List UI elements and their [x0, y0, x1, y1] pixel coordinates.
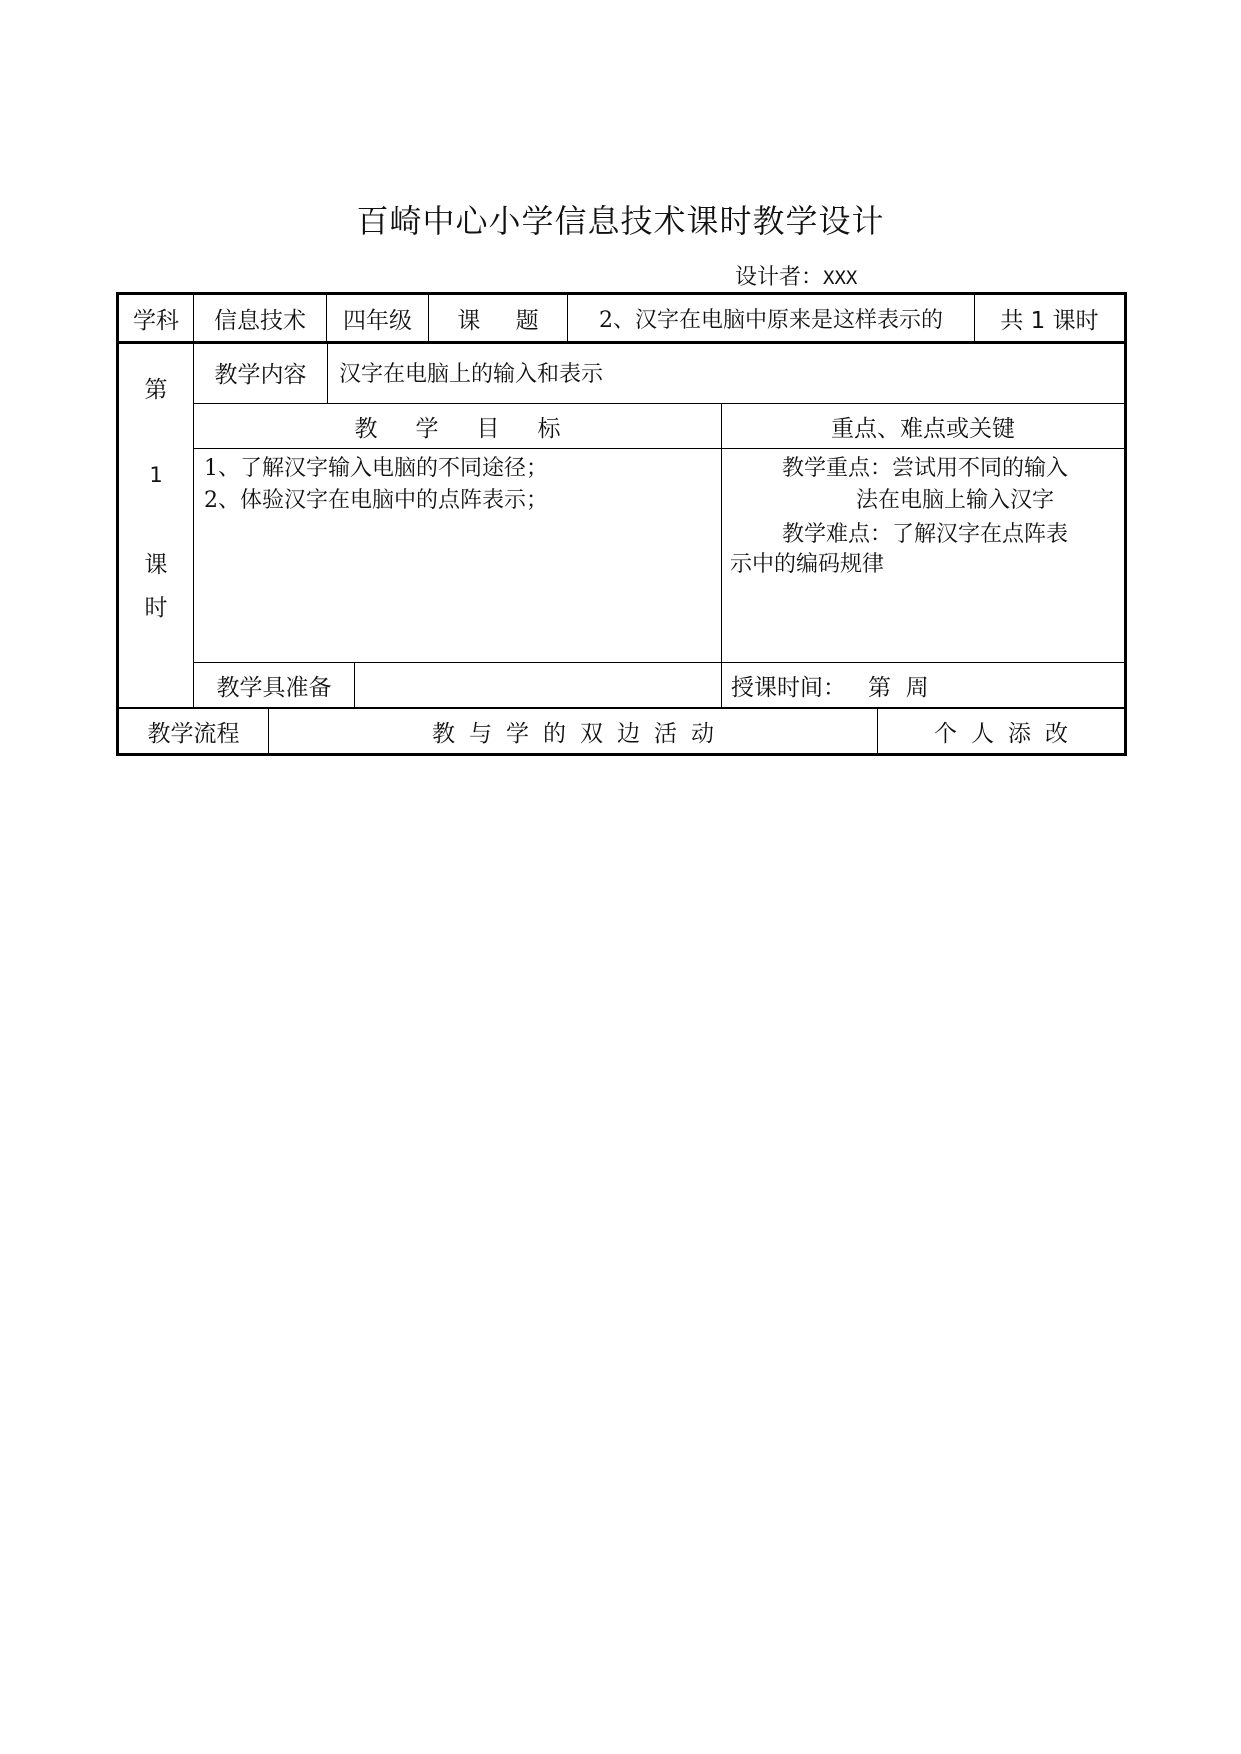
content-label: 教学内容 [214, 362, 307, 388]
grade-cell: 四年级 [343, 307, 412, 334]
col-divider [327, 341, 328, 403]
lesson-design-table [116, 292, 1127, 756]
objective-item: 2、体验汉字在电脑中的点阵表示； [204, 488, 548, 513]
objective-item: 1、了解汉字输入电脑的不同途径； [204, 456, 548, 481]
subject-label: 学科 [133, 307, 179, 334]
keypoints-text [730, 453, 1120, 581]
focus-line: 教学重点：尝试用不同的输入 [782, 456, 1069, 481]
content-value: 汉字在电脑上的输入和表示 [339, 362, 604, 387]
lesson-label-char: 1 [149, 463, 163, 487]
focus-line: 法在电脑上输入汉字 [856, 488, 1055, 513]
designer-value: XXX [823, 267, 858, 289]
schedule-label: 授课时间： [731, 674, 846, 701]
difficulty-line: 示中的编码规律 [730, 552, 885, 577]
objectives-header: 教学目标 [354, 415, 599, 442]
hours-cell: 共 1 课时 [1000, 307, 1099, 334]
lesson-label-char: 课 [144, 551, 168, 578]
schedule-week: 第 周 [868, 674, 929, 701]
personal-label: 个人添改 [934, 720, 1082, 747]
flow-label: 教学流程 [147, 720, 240, 747]
subject-value: 信息技术 [214, 307, 306, 334]
designer-line [735, 260, 857, 291]
objectives-list [204, 453, 704, 517]
lesson-label-char: 时 [144, 594, 168, 621]
keypoints-header: 重点、难点或关键 [831, 415, 1015, 442]
lesson-label-char: 第 [144, 376, 168, 403]
col-divider [354, 662, 355, 707]
schedule-cell [731, 663, 1121, 707]
activity-label: 教与学的双边活动 [432, 720, 728, 747]
materials-label: 教学具准备 [216, 674, 332, 701]
difficulty-line: 教学难点：了解汉字在点阵表 [782, 522, 1069, 547]
materials-value[interactable] [365, 663, 715, 707]
row-divider [193, 448, 1124, 449]
designer-label: 设计者： [735, 265, 824, 290]
page-title: 百崎中心小学信息技术课时教学设计 [356, 202, 885, 240]
topic-label: 课 题 [457, 307, 553, 334]
col-divider [721, 403, 722, 707]
topic-value: 2、汉字在电脑中原来是这样表示的 [599, 307, 943, 333]
